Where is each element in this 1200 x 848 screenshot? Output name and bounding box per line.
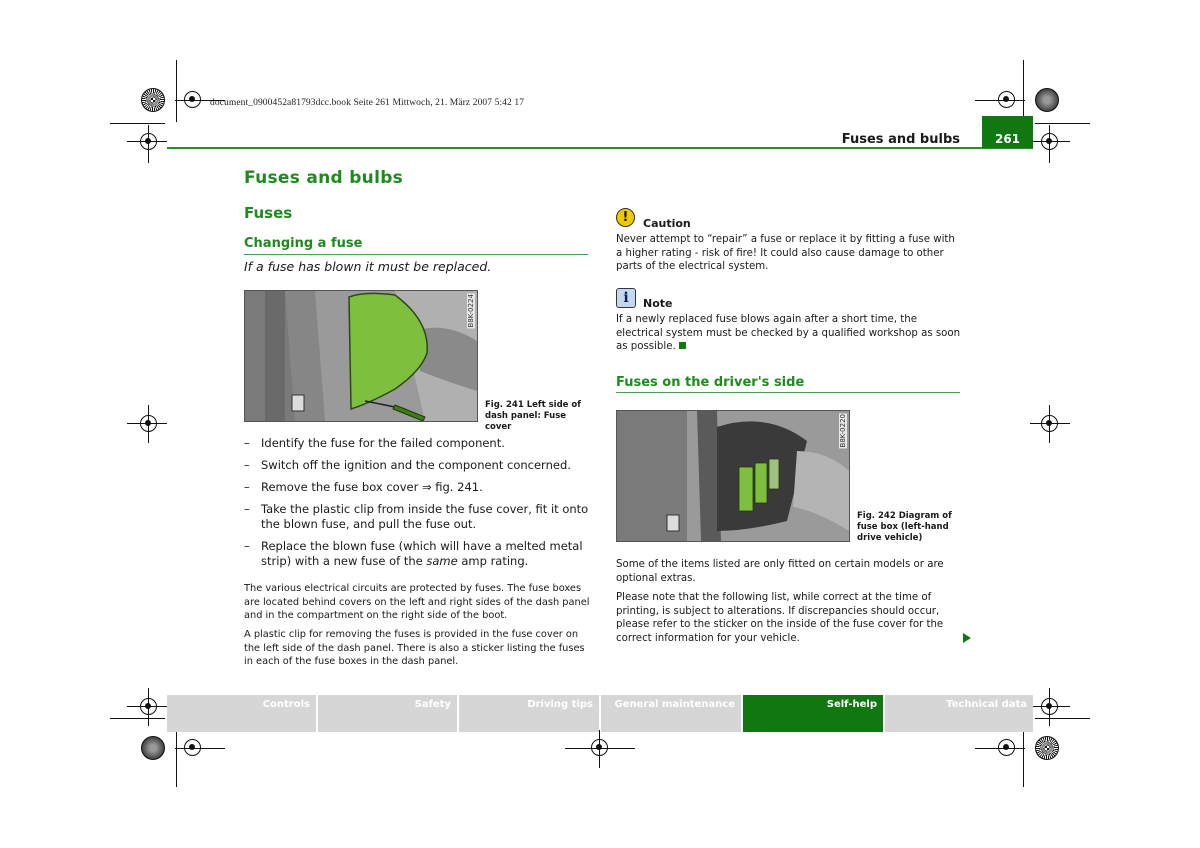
list-dash: – xyxy=(244,480,250,494)
note-text xyxy=(616,313,962,354)
caution-title: Caution xyxy=(643,217,691,230)
list-dash: – xyxy=(244,502,250,516)
crop-line xyxy=(176,60,177,122)
list-dash: – xyxy=(244,436,250,450)
crop-line xyxy=(1035,718,1090,719)
intro-text: If a fuse has blown it must be replaced. xyxy=(244,259,492,274)
caution-icon: ! xyxy=(616,208,635,227)
caption-line: dash panel: Fuse cover xyxy=(485,411,567,432)
tab-controls[interactable]: Controls xyxy=(167,695,316,732)
note-title: Note xyxy=(643,297,673,310)
caption-line: Fig. 241 Left side of xyxy=(485,400,581,410)
list-item xyxy=(244,502,589,532)
tab-technical-data[interactable]: Technical data xyxy=(885,695,1033,732)
registration-target-icon xyxy=(140,133,157,150)
chapter-title: Fuses and bulbs xyxy=(244,168,404,188)
header-rule xyxy=(167,147,1033,149)
caption-line: fuse box (left-hand xyxy=(857,522,949,532)
subsection-title-drivers-side: Fuses on the driver's side xyxy=(616,375,805,390)
step-text: Remove the fuse box cover ⇒ fig. 241. xyxy=(261,480,483,494)
registration-target-icon xyxy=(184,739,201,756)
figure-242-image xyxy=(616,410,850,542)
registration-target-icon xyxy=(184,91,201,108)
color-star-target-icon xyxy=(1035,736,1059,760)
crop-line xyxy=(1023,725,1024,787)
fuse-cover-illustration xyxy=(245,291,477,421)
body-paragraph: Some of the items listed are only fitted on certain models or are optional extras. xyxy=(616,559,944,584)
info-icon: i xyxy=(616,288,636,308)
figure-242-caption xyxy=(857,511,967,544)
body-paragraph: The various electrical circuits are protected by fuses. The fuse boxes are located behind covers on the left and right sides of the dash panel and in the compartment on the right side of the boot. xyxy=(244,583,590,621)
note-text-body: If a newly replaced fuse blows again after a short time, the electrical system must be checked by a qualified workshop as soon as possible. xyxy=(616,314,961,352)
grey-disc-target-icon xyxy=(141,736,165,760)
registration-target-icon xyxy=(1041,133,1058,150)
figure-code: B8K-0220 xyxy=(839,414,847,448)
step-text: Identify the fuse for the failed component. xyxy=(261,436,505,450)
list-item xyxy=(244,480,589,495)
registration-target-icon xyxy=(140,415,157,432)
registration-target-icon xyxy=(998,739,1015,756)
crop-line xyxy=(110,718,165,719)
step-text: Take the plastic clip from inside the fuse cover, fit it onto the blown fuse, and pull the fuse out. xyxy=(261,502,589,531)
figure-241-image xyxy=(244,290,478,422)
subsection-rule xyxy=(244,254,588,255)
end-of-section-mark xyxy=(679,342,686,349)
crop-line xyxy=(1035,123,1090,124)
page-number: 261 xyxy=(994,132,1021,146)
body-paragraph: Please note that the following list, while correct at the time of printing, is subject to alterations. If discrepancies should occur, please refer to the sticker on the inside of the fuse cover for the correct information for your vehicle. xyxy=(616,592,944,644)
subsection-title-changing-fuse: Changing a fuse xyxy=(244,236,363,251)
step-text: Switch off the ignition and the component concerned. xyxy=(261,458,571,472)
registration-target-icon xyxy=(1041,698,1058,715)
section-title: Fuses xyxy=(244,204,293,222)
grey-disc-target-icon xyxy=(1035,88,1059,112)
figure-241-caption xyxy=(485,400,595,433)
list-dash: – xyxy=(244,458,250,472)
color-star-target-icon xyxy=(141,88,165,112)
figure-code: B8K-0224 xyxy=(467,294,475,328)
list-item xyxy=(244,539,589,569)
registration-target-icon xyxy=(1041,415,1058,432)
registration-target-icon xyxy=(591,739,608,756)
tab-general-maintenance[interactable]: General maintenance xyxy=(601,695,741,732)
fuse-box-illustration xyxy=(617,411,849,541)
step-text: Replace the blown fuse (which will have a melted metal strip) with a new fuse of the xyxy=(261,539,583,568)
caption-line: drive vehicle) xyxy=(857,533,923,543)
body-paragraph: A plastic clip for removing the fuses is provided in the fuse cover on the left side of the dash panel. There is also a sticker listing the fuses in each of the fuse boxes in the dash panel. xyxy=(244,629,585,667)
caution-text: Never attempt to “repair” a fuse or replace it by fitting a fuse with a higher rating - risk of fire! It could also cause damage to other parts of the electrical system. xyxy=(616,234,955,272)
crop-line xyxy=(1023,60,1024,122)
crop-line xyxy=(110,123,165,124)
tab-driving-tips[interactable]: Driving tips xyxy=(459,695,599,732)
step-text: amp rating. xyxy=(457,554,529,568)
registration-target-icon xyxy=(998,91,1015,108)
list-item xyxy=(244,458,589,473)
caption-line: Fig. 242 Diagram of xyxy=(857,511,952,521)
tab-self-help[interactable]: Self-help xyxy=(743,695,883,732)
subsection-rule xyxy=(616,392,960,393)
print-slug: document_0900452a81793dcc.book Seite 261 Mittwoch, 21. März 2007 5:42 17 xyxy=(210,98,525,108)
chapter-tabs xyxy=(167,695,1033,732)
step-list xyxy=(244,436,589,576)
running-header: Fuses and bulbs xyxy=(841,132,960,147)
list-item xyxy=(244,436,589,451)
continue-arrow-icon xyxy=(963,633,971,643)
list-dash: – xyxy=(244,539,250,553)
registration-target-icon xyxy=(140,698,157,715)
crop-line xyxy=(176,725,177,787)
step-emphasis: same xyxy=(426,554,458,568)
tab-safety[interactable]: Safety xyxy=(318,695,457,732)
